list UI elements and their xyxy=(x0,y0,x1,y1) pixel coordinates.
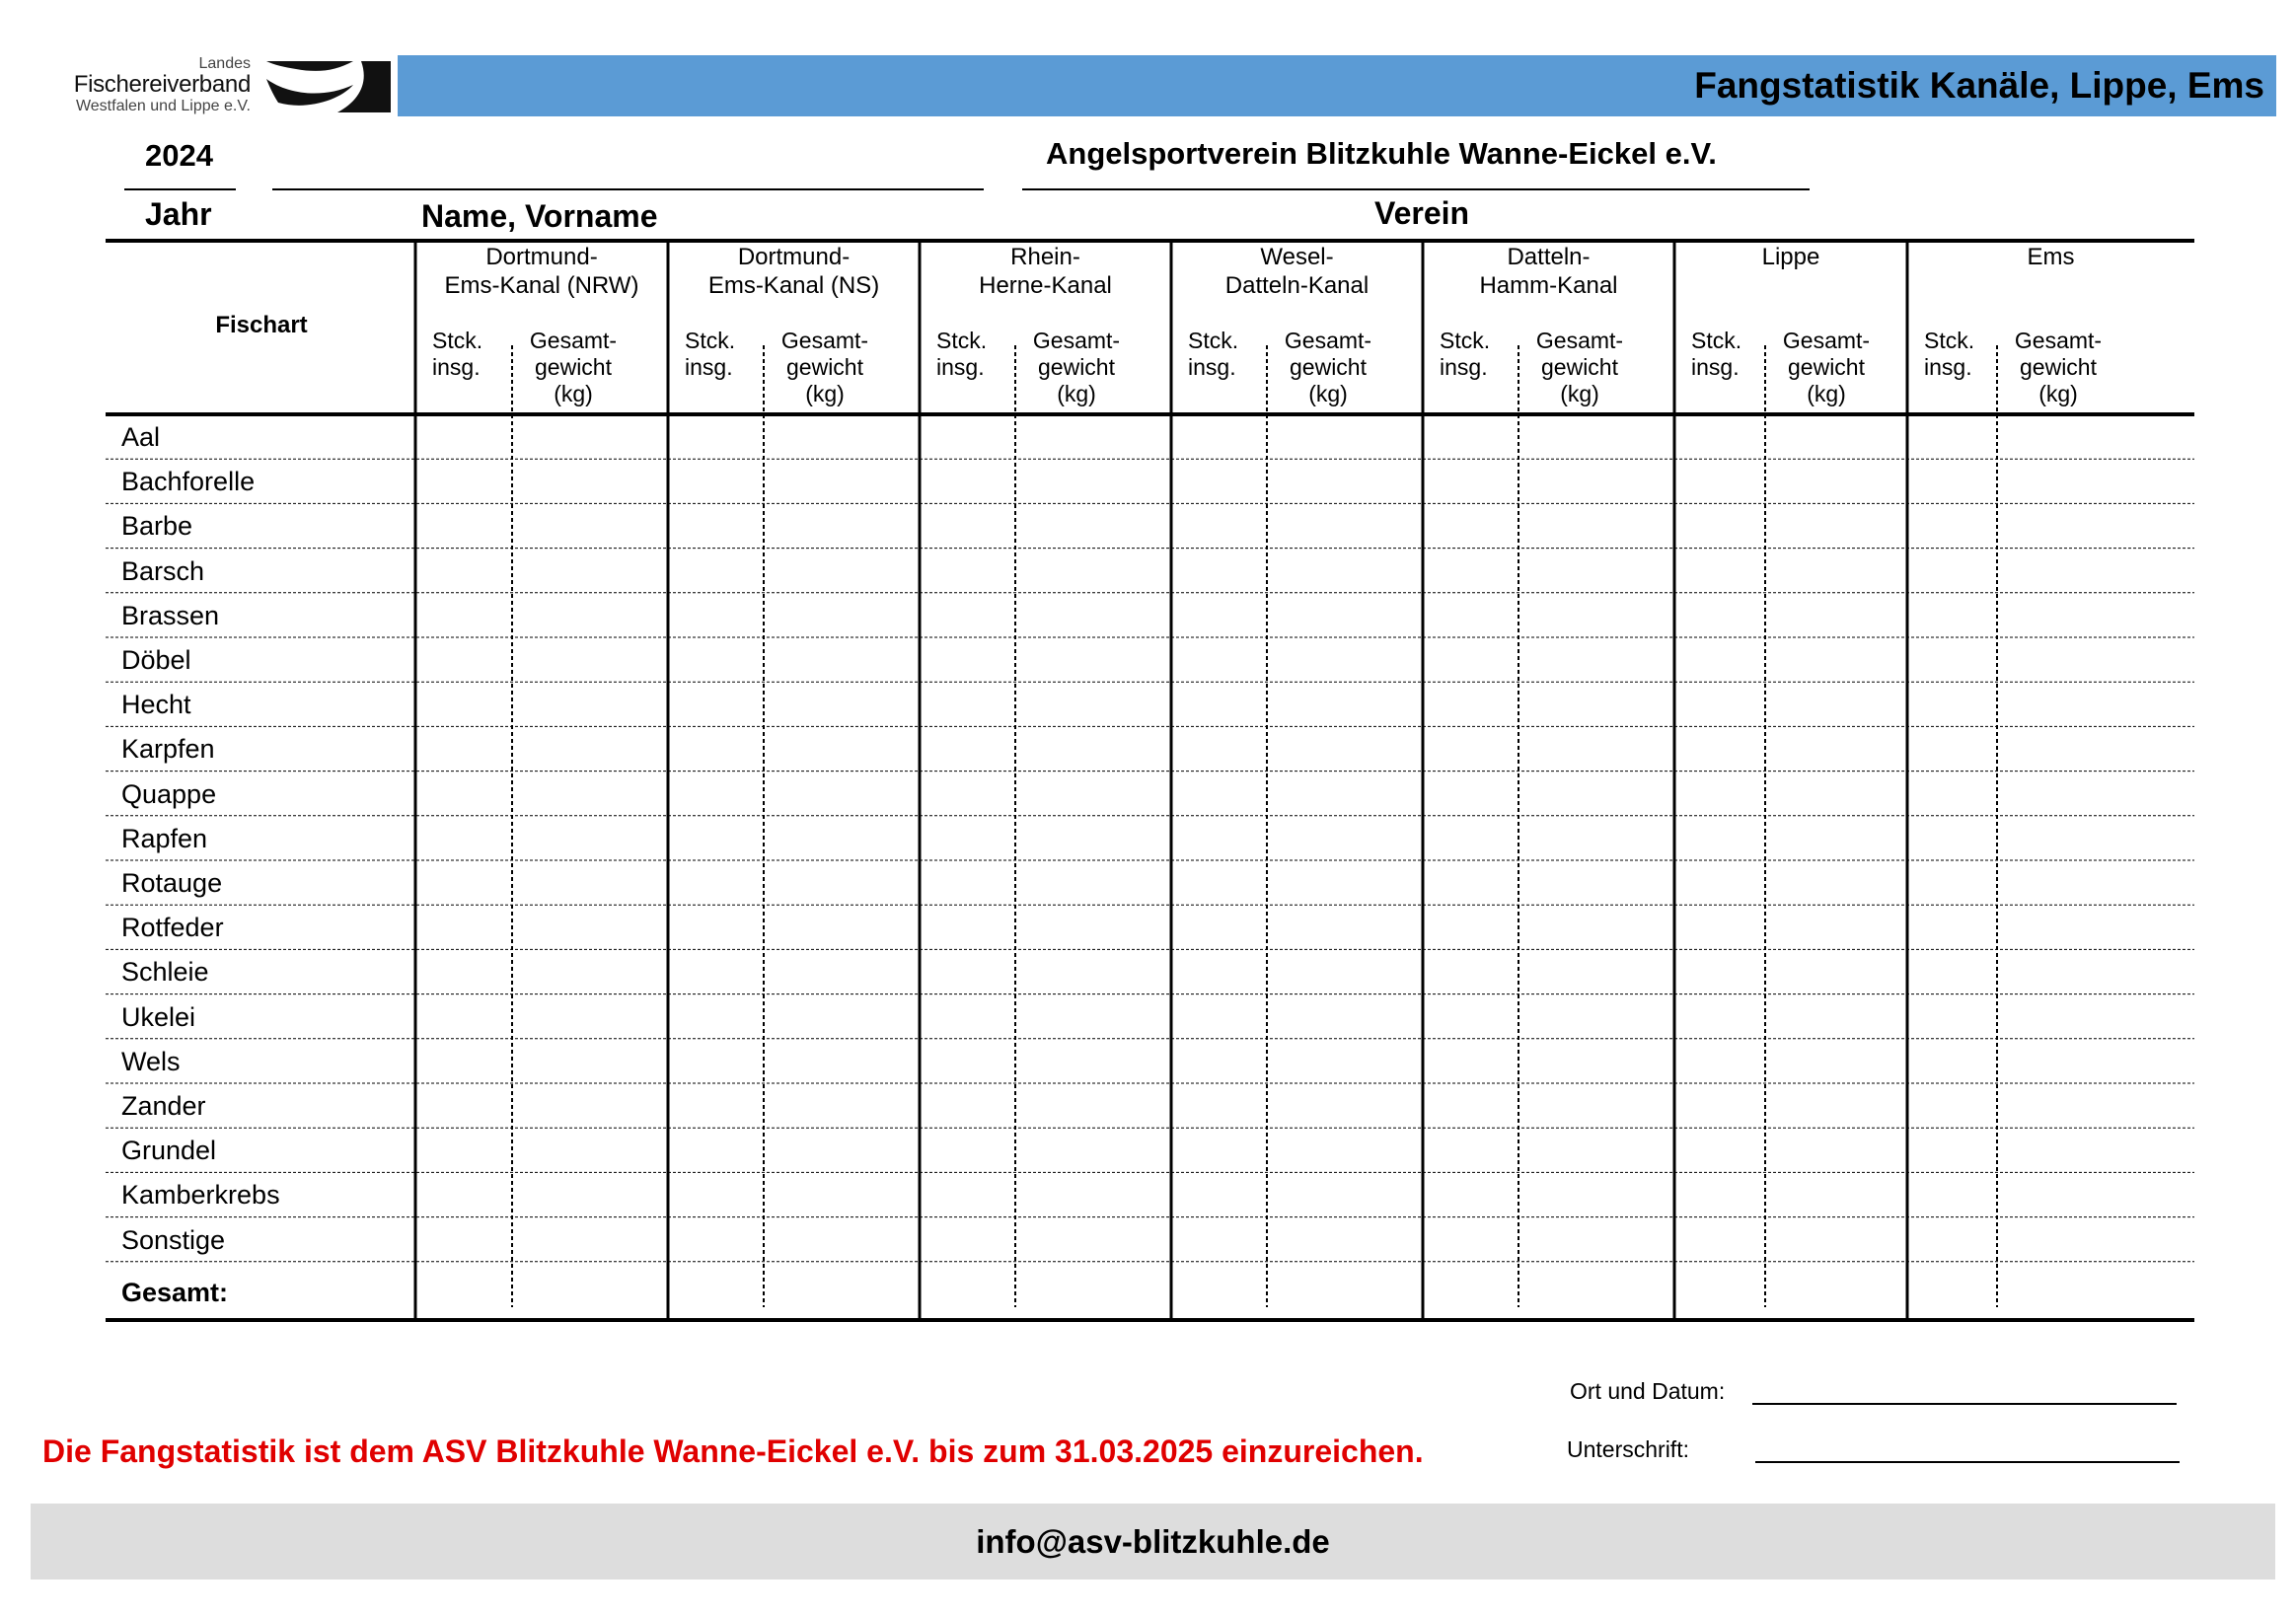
fish-species-label: Aal xyxy=(121,422,161,452)
fish-species-label: Grundel xyxy=(121,1136,217,1166)
count-subheader: Stck. insg. xyxy=(1924,328,1975,380)
fish-species-label: Sonstige xyxy=(121,1224,226,1255)
water-name-line-2: Ems-Kanal (NRW) xyxy=(444,272,639,299)
club-label: Verein xyxy=(1374,195,1470,231)
water-name-line-1: Wesel- xyxy=(1260,244,1334,270)
weight-subheader: Gesamt- gewicht (kg) xyxy=(1535,328,1624,406)
logo-line-1: Landes xyxy=(198,55,251,72)
weight-subheader: Gesamt- gewicht (kg) xyxy=(1782,328,1871,406)
water-header xyxy=(668,243,920,300)
fish-species-label: Barbe xyxy=(121,511,193,542)
water-name-line-1: Lippe xyxy=(1761,244,1820,270)
water-name-line-1: Dortmund- xyxy=(737,244,851,270)
water-header xyxy=(920,243,1171,300)
fish-species-label: Brassen xyxy=(121,600,220,630)
water-name-line-1: Datteln- xyxy=(1507,244,1591,270)
place-date-line[interactable] xyxy=(1752,1403,2177,1405)
place-date-label: Ort und Datum: xyxy=(1570,1378,1726,1404)
water-name-line-1: Ems xyxy=(2027,244,2075,270)
fish-species-label: Rapfen xyxy=(121,823,208,853)
fish-column-header: Fischart xyxy=(215,312,308,338)
weight-subheader: Gesamt- gewicht (kg) xyxy=(1032,328,1121,406)
fish-species-label: Barsch xyxy=(121,555,205,586)
fish-species-label: Kamberkrebs xyxy=(121,1180,280,1211)
water-name-line-1: Dortmund- xyxy=(485,244,598,270)
water-header xyxy=(1423,243,1674,300)
weight-subheader: Gesamt- gewicht (kg) xyxy=(2014,328,2103,406)
year-label: Jahr xyxy=(145,196,212,232)
fish-species-label: Wels xyxy=(121,1046,181,1076)
fish-species-label: Schleie xyxy=(121,957,209,988)
fish-species-label: Hecht xyxy=(121,690,191,720)
water-name-line-2: Hamm-Kanal xyxy=(1479,272,1618,299)
fish-species-label: Ukelei xyxy=(121,1001,196,1032)
water-header xyxy=(415,243,668,300)
water-name-line-2: Datteln-Kanal xyxy=(1224,272,1370,299)
signature-line[interactable] xyxy=(1755,1461,2180,1463)
contact-email[interactable]: info@asv-blitzkuhle.de xyxy=(976,1523,1330,1560)
logo-line-2: Fischereiverband xyxy=(73,71,251,98)
total-row-label: Gesamt: xyxy=(121,1278,229,1307)
deadline-notice: Die Fangstatistik ist dem ASV Blitzkuhle Wanne-Eickel e.V. bis zum 31.03.2025 einzureichen. xyxy=(42,1433,1424,1469)
count-subheader: Stck. insg. xyxy=(1188,328,1239,380)
weight-subheader: Gesamt- gewicht (kg) xyxy=(529,328,618,406)
water-header xyxy=(1907,243,2194,271)
count-subheader: Stck. insg. xyxy=(432,328,483,380)
fish-species-label: Rotauge xyxy=(121,868,223,898)
year-value: 2024 xyxy=(145,138,213,173)
footer-bar xyxy=(31,1504,2275,1579)
count-subheader: Stck. insg. xyxy=(1440,328,1491,380)
weight-subheader: Gesamt- gewicht (kg) xyxy=(1284,328,1372,406)
fish-species-label: Quappe xyxy=(121,778,217,809)
club-value: Angelsportverein Blitzkuhle Wanne-Eickel e.V. xyxy=(1046,136,1717,171)
count-subheader: Stck. insg. xyxy=(936,328,988,380)
water-name-line-2: Ems-Kanal (NS) xyxy=(707,272,880,299)
water-name-line-1: Rhein- xyxy=(1010,244,1080,270)
logo-line-3: Westfalen und Lippe e.V. xyxy=(75,98,251,114)
fish-species-label: Bachforelle xyxy=(121,467,256,497)
fish-species-label: Rotfeder xyxy=(121,913,224,943)
name-label: Name, Vorname xyxy=(421,198,658,234)
signature-label: Unterschrift: xyxy=(1567,1436,1689,1462)
fish-species-label: Döbel xyxy=(121,645,191,675)
fish-species-label: Zander xyxy=(121,1091,206,1121)
weight-subheader: Gesamt- gewicht (kg) xyxy=(780,328,869,406)
water-name-line-2: Herne-Kanal xyxy=(979,272,1112,299)
fish-species-label: Karpfen xyxy=(121,734,215,765)
water-header xyxy=(1674,243,1907,271)
page-title: Fangstatistik Kanäle, Lippe, Ems xyxy=(1694,65,2264,106)
count-subheader: Stck. insg. xyxy=(1691,328,1742,380)
count-subheader: Stck. insg. xyxy=(685,328,736,380)
water-header xyxy=(1171,243,1423,300)
